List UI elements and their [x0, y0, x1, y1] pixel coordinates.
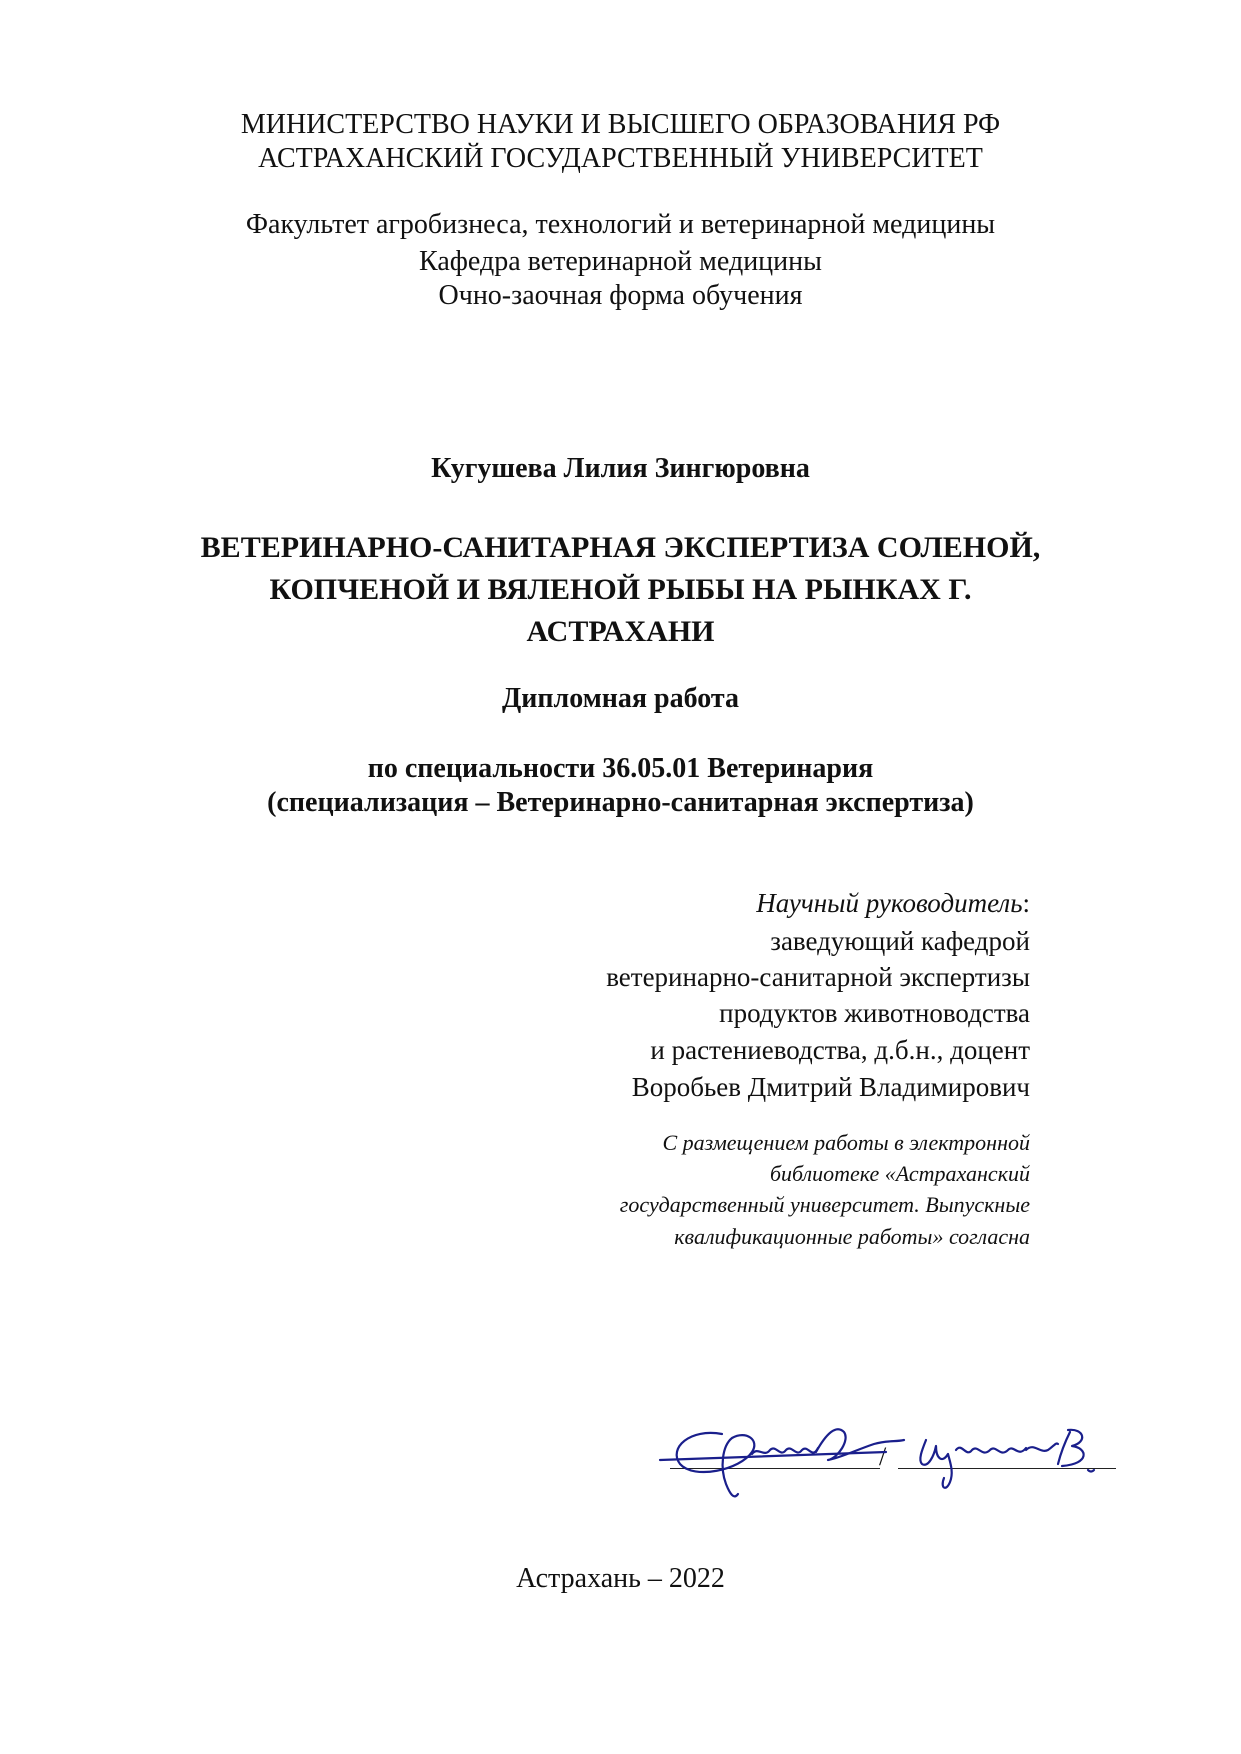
signature-icon — [660, 1398, 1090, 1508]
university-line: АСТРАХАНСКИЙ ГОСУДАРСТВЕННЫЙ УНИВЕРСИТЕТ — [258, 143, 983, 174]
supervisor-line-2: ветеринарно-санитарной экспертизы — [606, 962, 1030, 992]
city-year: Астрахань – 2022 — [516, 1563, 725, 1594]
specialty-line-2: (специализация – Ветеринарно-санитарная экспертиза) — [267, 787, 974, 818]
department-line: Кафедра ветеринарной медицины — [419, 246, 822, 277]
supervisor-line-4: и растениеводства, д.б.н., доцент — [650, 1035, 1030, 1065]
thesis-title-line-3: АСТРАХАНИ — [526, 615, 715, 648]
consent-line-2: библиотеке «Астраханский — [769, 1161, 1030, 1186]
supervisor-line-3: продуктов животноводства — [719, 998, 1030, 1028]
supervisor-label-colon: : — [1022, 888, 1030, 918]
author-name: Кугушева Лилия Зингюровна — [431, 453, 810, 484]
consent-line-1: С размещением работы в электронной — [662, 1130, 1030, 1155]
consent-line-4: квалификационные работы» согласна — [674, 1224, 1030, 1249]
signature-separator: / — [879, 1442, 887, 1471]
supervisor-line-1: заведующий кафедрой — [770, 926, 1030, 956]
ministry-line: МИНИСТЕРСТВО НАУКИ И ВЫСШЕГО ОБРАЗОВАНИЯ РФ — [240, 109, 1001, 140]
signature-area — [660, 1398, 1090, 1508]
consent-line-3: государственный университет. Выпускные — [619, 1192, 1030, 1217]
thesis-title-line-1: ВЕТЕРИНАРНО-САНИТАРНАЯ ЭКСПЕРТИЗА СОЛЕНОЙ, — [200, 531, 1041, 564]
thesis-title-line-2: КОПЧЕНОЙ И ВЯЛЕНОЙ РЫБЫ НА РЫНКАХ Г. — [269, 573, 972, 606]
faculty-line: Факультет агробизнеса, технологий и ветеринарной медицины — [245, 209, 996, 240]
specialty-line-1: по специальности 36.05.01 Ветеринария — [367, 753, 874, 784]
work-type: Дипломная работа — [502, 683, 739, 714]
study-form-line: Очно-заочная форма обучения — [438, 280, 803, 311]
supervisor-label: Научный руководитель — [756, 888, 1023, 918]
supervisor-label-line — [756, 884, 1030, 922]
supervisor-line-5: Воробьев Дмитрий Владимирович — [631, 1072, 1030, 1102]
